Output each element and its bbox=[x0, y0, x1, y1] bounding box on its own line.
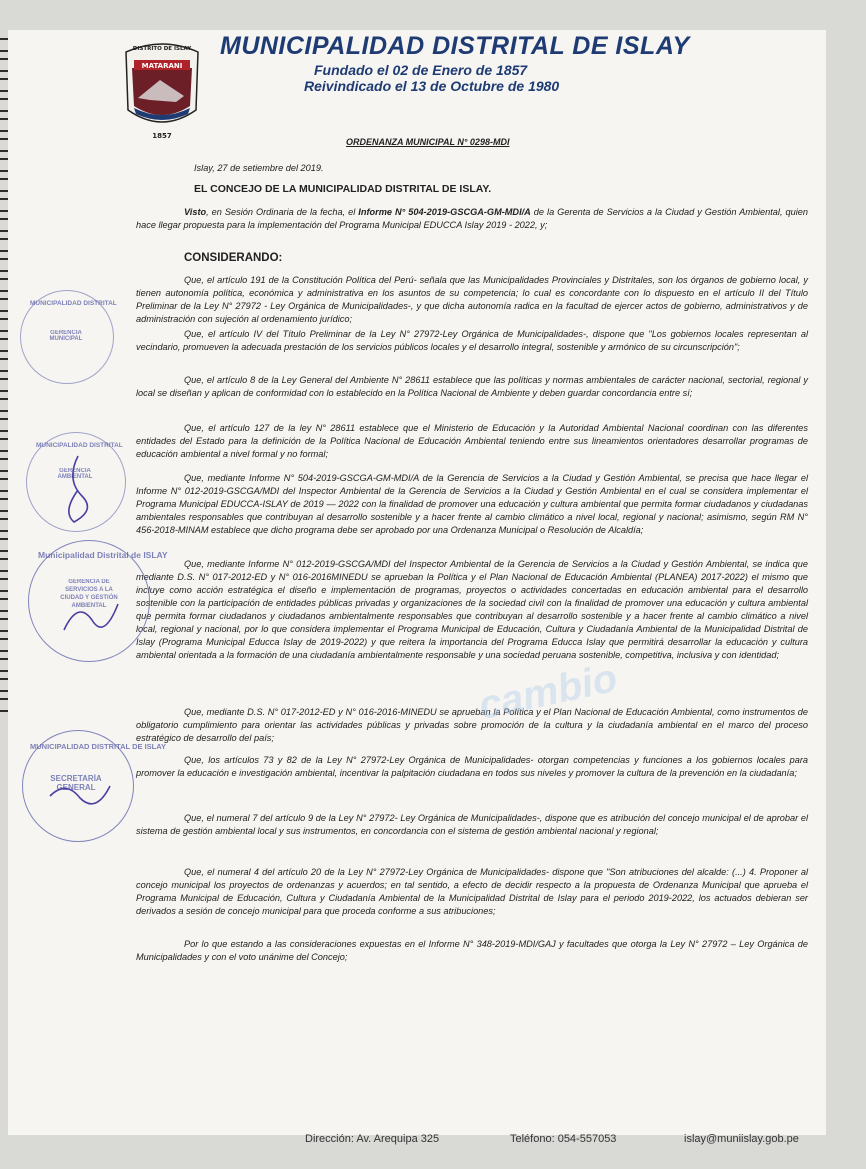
paragraph-7: Que, mediante D.S. N° 017-2012-ED y N° 016-2016-MINEDU se aprueban la Política y el Plan Nacional de Educación Ambiental, como instrumentos de obligatorio cumplimiento para orientar las actividades públicas y privadas sobre promoción de la cultura y la ciudadanía ambiental en el marco del proceso estratégico de desarrollo del país; bbox=[136, 707, 808, 743]
footer-email: islay@muniislay.gob.pe bbox=[684, 1133, 799, 1145]
council-heading: EL CONCEJO DE LA MUNICIPALIDAD DISTRITAL DE ISLAY. bbox=[194, 183, 492, 195]
footer-phone: Teléfono: 054-557053 bbox=[510, 1133, 617, 1145]
signature-3 bbox=[46, 776, 116, 816]
footer-address: Dirección: Av. Arequipa 325 bbox=[305, 1133, 440, 1145]
stamp-2-inner: GERENCIA AMBIENTAL bbox=[57, 468, 93, 480]
visto-report: Informe N° 504-2019-GSCGA-GM-MDI/A bbox=[358, 207, 531, 217]
visto-lead: Visto bbox=[184, 207, 207, 217]
stamp-2-outer: MUNICIPALIDAD DISTRITAL bbox=[36, 442, 123, 449]
stamp-3-outer: Municipalidad Distrital de ISLAY bbox=[38, 550, 168, 560]
header-vindicated: Reivindicado el 13 de Octubre de 1980 bbox=[304, 78, 560, 94]
paragraph-10: Que, el numeral 4 del artículo 20 de la Ley N° 27972-Ley Orgánica de Municipalidades- dispone que "Son atribuciones del alcalde: (...) 4. Proponer al concejo municipal los proyectos de ordenanzas y acuerdos; en tal sentido, a efecto de decidir respecto a la propuesta de Ordenanza Municipal que aprueba el Programa Municipal de Educación, Cultura y Ciudadanía Ambiental de la Municipalidad Distrital de Islay para el periodo 2019-2022, los actuados debieran ser derivados a sesión de concejo municipal para que proceda conforme a sus atribuciones; bbox=[136, 867, 808, 916]
considerando-heading: CONSIDERANDO: bbox=[184, 252, 283, 264]
stamp-1-outer: MUNICIPALIDAD DISTRITAL bbox=[30, 300, 117, 307]
paragraph-1: Que, el artículo 191 de la Constitución Política del Perú- señala que las Municipalidades Provinciales y Distritales, son los órganos de gobierno local, y tienen autonomía política, económica y administrativa en los asuntos de su competencia; lo cual es concordante con lo dispuesto en el artículo II del Título Preliminar de la Ley N° 27972 - Ley Orgánica de Municipalidades-, y que dicha autonomía radica en la facultad de ejercer actos de gobierno, administrativos y de administración con sujeción al ordenamiento jurídico; bbox=[136, 275, 808, 324]
crest-text: DISTRITO DE ISLAY bbox=[132, 46, 192, 52]
watermark: cambio bbox=[474, 655, 621, 729]
ordinance-number: ORDENANZA MUNICIPAL N° 0298-MDI bbox=[346, 137, 510, 147]
document-page bbox=[8, 30, 826, 1135]
visto-mid: , en Sesión Ordinaria de la fecha, el bbox=[206, 207, 359, 217]
header-founded: Fundado el 02 de Enero de 1857 bbox=[314, 62, 528, 78]
signature-2 bbox=[58, 590, 128, 650]
paragraph-6: Que, mediante Informe N° 012-2019-GSCGA/MDI del Inspector Ambiental de la Gerencia de Servicios a la Ciudad y Gestión Ambiental, se indica que mediante D.S. N° 017-2012-ED y N° 016-2016MINEDU se aprueban la Política y el Plan Nacional de Educación Ambiental (PLANEA) 2017-2022) el mismo que incluye como acción estratégica el diseño e implementación de programas, proyectos o actividades concertadas en educación ambiental para el desarrollo sostenible con la participación de entidades públicas privadas y organizaciones de la sociedad civil con la finalidad de promover una educación y cultura ambiental que permita formar ciudadanos y ciudadanos ambientalmente responsables que contribuyan al desarrollo sostenible y a hacer frente al cambio climático a nivel local, regional y nacional, por lo que considera implementar el Programa Municipal de Educación, Cultura y Ciudadanía Ambiental de la Municipalidad Distrital de Islay (Programa Municipal Educca Islay de 2019-2022) y que reitera la importancia del Programa Educca Islay que permitirá desarrollar la educación y cultura ambiental orientada a la formación de una ciudadanía ambientalmente responsable y una sociedad peruana sostenible, competitiva, inclusiva y con identidad; bbox=[136, 559, 808, 660]
signature-1 bbox=[48, 450, 108, 530]
paragraph-5: Que, mediante Informe N° 504-2019-GSCGA-GM-MDI/A de la Gerencia de Servicios a la Ciudad y Gestión Ambiental, se precisa que hace llegar el Informe N° 012-2019-GSCGA/MDI del Inspector Ambiental de la Gerencia de Servicios a la Ciudad y Gestión Ambiental en el cual se considera implementar el Programa Municipal EDUCCA-ISLAY de 2019 — 2022 con la finalidad de promover una educación y cultura ambiental que permita formar ciudadanos y ciudadanas ambientales responsables que contribuyan al desarrollo sostenible y a hacer frente al cambio climático a nivel local, regional y nacional; asimismo, según RM N° 456-2018-MINAM establece que dicho programa debe ser aprobado por una Ordenanza Municipal o Resolución de Alcaldía; bbox=[136, 473, 808, 535]
paragraph-8: Que, los artículos 73 y 82 de la Ley N° 27972-Ley Orgánica de Municipalidades- otorgan competencias y funciones a los gobiernos locales para promover la educación e investigación ambiental, incentivar la palpitación ciudadana en todos sus niveles y promover la cultura de la prevención en la ciudadanía; bbox=[136, 755, 808, 778]
paragraph-2: Que, el artículo IV del Título Preliminar de la Ley N° 27972-Ley Orgánica de Municipalidades-, dispone que "Los gobiernos locales representan al vecindario, promueven la adecuada prestación de los servicios públicos locales y el desarrollo integral, sostenible y armónico de su circunscripción"; bbox=[136, 329, 808, 352]
municipal-crest-logo bbox=[120, 38, 204, 146]
paragraph-3: Que, el artículo 8 de la Ley General del Ambiente N° 28611 establece que las políticas y normas ambientales de carácter nacional, sectorial, regional y local se diseñan y aplican de conformidad con lo establecido en la Política Nacional de Ambiente y deben guardar concordancia entre sí; bbox=[136, 375, 808, 398]
stamp-4-inner: SECRETARÍA GENERAL bbox=[50, 774, 102, 792]
stamp-3-inner: GERENCIA DE SERVICIOS A LA CIUDAD Y GESTIÓN AMBIENTAL bbox=[60, 579, 118, 609]
ordinance-date: Islay, 27 de setiembre del 2019. bbox=[194, 163, 324, 173]
paragraph-11: Por lo que estando a las consideraciones expuestas en el Informe N° 348-2019-MDI/GAJ y facultades que otorga la Ley N° 27972 – Ley Orgánica de Municipalidades y con el voto unánime del Concejo; bbox=[136, 939, 808, 962]
paragraph-4: Que, el artículo 127 de la ley N° 28611 establece que el Ministerio de Educación y la Autoridad Ambiental Nacional coordinan con las diferentes entidades del Estado para la definición de la Política Nacional de Educación Ambiental teniendo entre sus lineamientos orientadores desarrollar programas de educación ambiental a nivel formal y no formal; bbox=[136, 423, 808, 459]
visto-rest: de la Gerenta de Servicios a la Ciudad y Gestión Ambiental, quien hace llegar propuesta para la implementación del Programa Municipal EDUCCA Islay 2019 - 2022, y; bbox=[136, 207, 808, 230]
crest-year: 1857 bbox=[152, 132, 172, 140]
crest-name: MATARANI bbox=[141, 62, 183, 70]
paragraph-9: Que, el numeral 7 del artículo 9 de la Ley N° 27972- Ley Orgánica de Municipalidades-, dispone que es atribución del concejo municipal el de aprobar el sistema de gestión ambiental local y sus instrumentos, en concordancia con el sistema de gestión ambiental nacional y regional; bbox=[136, 813, 808, 836]
stamp-4-outer: MUNICIPALIDAD DISTRITAL DE ISLAY bbox=[30, 742, 166, 751]
visto-paragraph bbox=[136, 206, 808, 232]
header-title: MUNICIPALIDAD DISTRITAL DE ISLAY bbox=[220, 32, 690, 60]
stamp-1-inner: GERENCIA MUNICIPAL bbox=[49, 330, 83, 342]
